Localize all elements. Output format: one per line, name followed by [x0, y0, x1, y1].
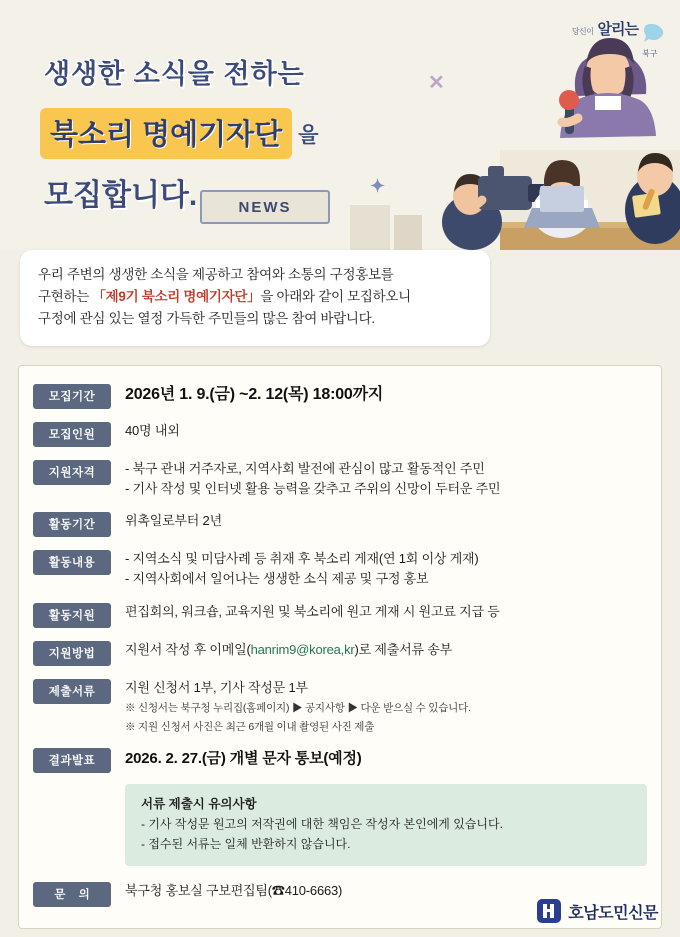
table-row: [33, 639, 647, 666]
row-label-activity-period: 활동기간: [33, 512, 111, 537]
row-label-activity-detail: 활동내용: [33, 550, 111, 575]
speech-bubble-icon: [642, 23, 662, 58]
row-label-recruit-period: 모집기간: [33, 384, 111, 409]
table-row: [33, 548, 647, 589]
row-label-documents: 제출서류: [33, 679, 111, 704]
row-value-result-announcement: 2026. 2. 27.(금) 개별 문자 통보(예정): [125, 750, 362, 768]
publisher-logo: [537, 899, 658, 923]
hero-headline-line1: 생생한 소식을 전하는: [44, 59, 305, 89]
documents-note-1: ※ 신청서는 북구청 누리집(홈페이지) ▶ 공지사항 ▶ 다운 받으실 수 있습니다.: [125, 701, 471, 714]
publisher-name: 호남도민신문: [568, 904, 658, 922]
documents-main: 지원 신청서 1부, 기사 작성문 1부: [125, 679, 308, 695]
row-label-headcount: 모집인원: [33, 422, 111, 447]
documents-note-2: ※ 지원 신청서 사진은 최근 6개월 이내 촬영된 사진 제출: [125, 720, 375, 733]
honam-ilbo-logo-icon: [537, 899, 561, 923]
table-row: [33, 420, 647, 447]
hero-headline-line2: [40, 108, 318, 159]
intro-speech-bubble: [20, 250, 490, 346]
activity-line-1: - 지역소식 및 미담사례 등 취재 후 북소리 게재(연 1회 이상 게재): [125, 551, 479, 567]
brand-main-label: 알리는: [597, 21, 638, 38]
row-value-apply-method: [125, 639, 647, 660]
sparkle-decoration-icon: ✦: [370, 176, 386, 196]
hero-headline-line3: 모집합니다.: [44, 179, 198, 212]
intro-highlight: 「제9기 북소리 명예기자단」: [92, 288, 261, 304]
row-value-documents: [125, 677, 647, 736]
row-label-contact: 문 의: [33, 882, 111, 907]
intro-line-1: 우리 주변의 생생한 소식을 제공하고 참여와 소통의 구정홍보를: [38, 267, 394, 282]
qualification-line-2: - 기사 작성 및 인터넷 활용 능력을 갖추고 주위의 신망이 두터운 주민: [125, 481, 501, 497]
intro-line-2-pre: 구현하는: [38, 288, 93, 304]
brand-logo: [571, 18, 662, 58]
apply-method-pre: 지원서 작성 후 이메일(: [125, 641, 251, 657]
notice-line-1: - 기사 작성문 원고의 저작권에 대한 책임은 작성자 본인에게 있습니다.: [141, 817, 503, 832]
intro-line-3: 구정에 관심 있는 열정 가득한 주민들의 많은 참여 바랍니다.: [38, 310, 375, 326]
table-row: [33, 746, 647, 773]
brand-bukgu-label: 북구: [642, 49, 658, 58]
row-value-activity-period: 위촉일로부터 2년: [125, 513, 222, 529]
details-card: [18, 365, 662, 929]
cross-decoration-icon: ✕: [428, 72, 445, 94]
apply-method-post: )로 제출서류 송부: [354, 641, 452, 657]
table-row: [33, 510, 647, 537]
poster-header: [0, 0, 680, 250]
hero-headline-particle: 을: [298, 123, 319, 147]
intro-line-2: [38, 286, 472, 308]
row-label-activity-support: 활동지원: [33, 603, 111, 628]
table-row: [33, 601, 647, 628]
table-row: [33, 677, 647, 736]
row-value-activity-support: 편집회의, 워크숍, 교육지원 및 북소리에 원고 게재 시 원고료 지급 등: [125, 603, 500, 619]
hero-title-badge: 북소리 명예기자단: [40, 108, 292, 159]
row-label-apply-method: 지원방법: [33, 641, 111, 666]
notice-title: 서류 제출시 유의사항: [141, 797, 257, 812]
table-row: [33, 458, 647, 499]
submission-notice-box: [125, 784, 647, 866]
intro-line-2-post: 을 아래와 같이 모집하오니: [260, 288, 411, 304]
qualification-line-1: - 북구 관내 거주자로, 지역사회 발전에 관심이 많고 활동적인 주민: [125, 461, 485, 476]
brand-sub-label: 당신이: [571, 27, 594, 36]
notice-line-2: - 접수된 서류는 일체 반환하지 않습니다.: [141, 837, 351, 852]
row-value-headcount: 40명 내외: [125, 423, 180, 438]
row-label-qualification: 지원자격: [33, 460, 111, 485]
row-label-result-announcement: 결과발표: [33, 748, 111, 773]
row-value-activity-detail: [125, 548, 647, 589]
activity-line-2: - 지역사회에서 일어나는 생생한 소식 제공 및 구정 홍보: [125, 571, 429, 587]
apply-email-address[interactable]: hanrim9@korea,kr: [250, 641, 355, 657]
row-value-qualification: [125, 458, 647, 499]
row-value-contact: 북구청 홍보실 구보편집팀(☎410-6663): [125, 882, 343, 898]
row-value-recruit-period: 2026년 1. 9.(금) ~2. 12(목) 18:00까지: [125, 386, 384, 403]
news-panel: NEWS: [200, 190, 330, 224]
table-row: [33, 382, 647, 409]
